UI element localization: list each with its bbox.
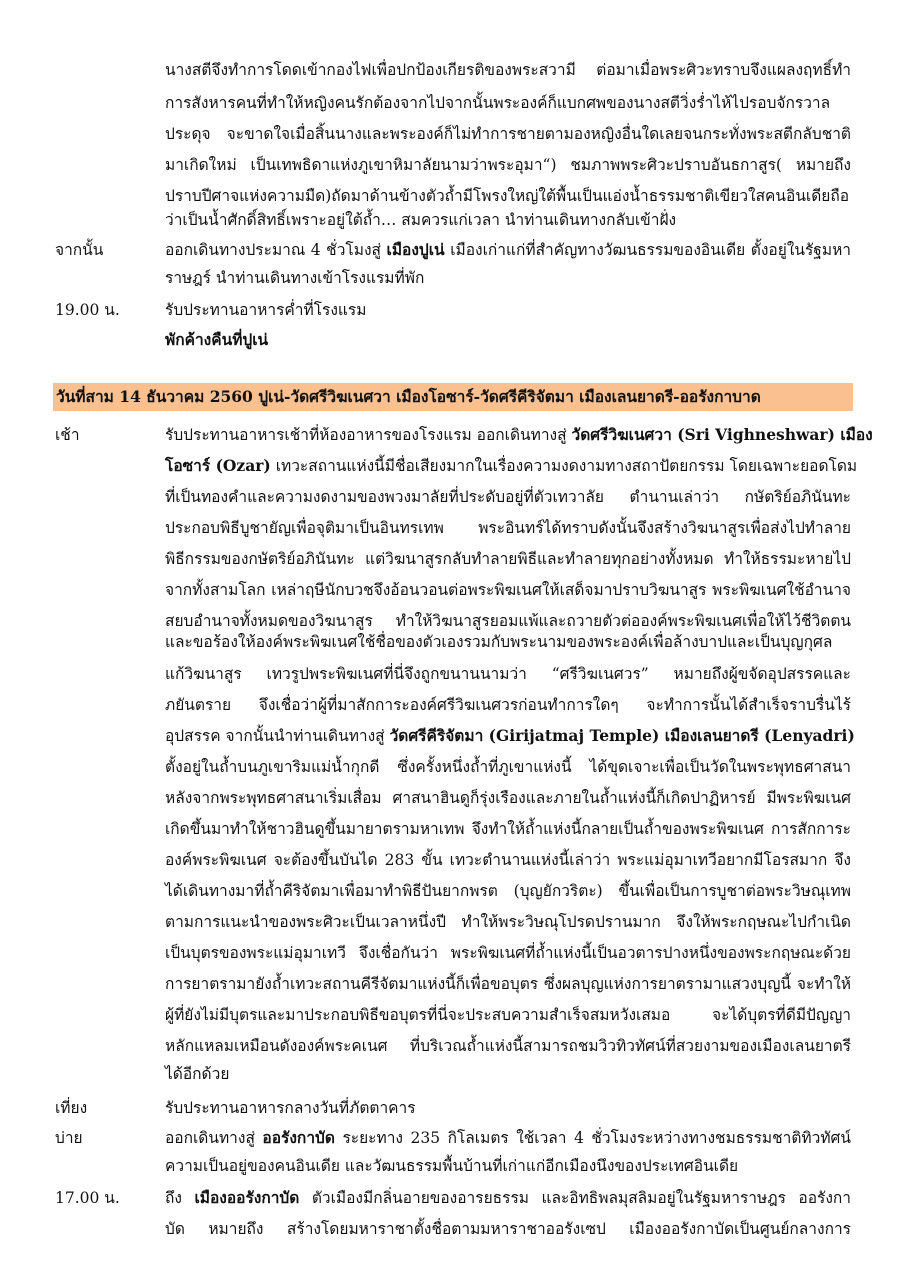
body-text-line: จากทั้งสามโลก เหล่าฤษีนักบวชจึงอ้อนวอนต่อพระพิฆเนศให้เสด็จมาปราบวิฆนาสูร พระพิฆเนศใช้อำนาจ (165, 581, 851, 599)
body-text-line: ประกอบพิธีบูชายัญเพื่อจุติมาเป็นอินทรเทพ พระอินทร์ได้ทราบดังนั้นจึงสร้างวิฆนาสูรเพื่อส่งไปทำลาย (165, 519, 851, 537)
body-text-line: ภยันตราย จึงเชื่อว่าผู้ที่มาสักการะองค์ศรีวิฆเนศวรก่อนทำการใดๆ จะทำการนั้นได้สำเร็จราบรื่นไร้ (165, 696, 851, 714)
day-heading-banner (53, 383, 853, 411)
body-text-line: บัด หมายถึง สร้างโดยมหาราชาตั้งชื่อตามมหาราชาออรังเซป เมืองออรังกาบัดเป็นศูนย์กลางการ (165, 1220, 851, 1238)
body-text-line: เป็นบุตรของพระแม่อุมาเทวี จึงเชื่อกันว่า พระพิฆเนศที่ถ้ำแห่งนี้เป็นอวตารปางหนึ่งของพระกฤษณะด้วย (165, 944, 851, 962)
body-text-line: ได้เดินทางมาที่ถ้ำคีริจัตมาเพื่อมาทำพิธีปันยากพรต (บุญยักวริตะ) ขึ้นเพื่อเป็นการบูชาต่อพระวิษณุเทพ (165, 882, 851, 900)
schedule-time-label: 17.00 น. (55, 1189, 120, 1207)
body-text-line: เกิดขึ้นมาทำให้ชาวฮินดูขึ้นมายาตรามหาเทพ จึงทำให้ถ้ำแห่งนี้กลายเป็นถ้ำของพระพิฆเนศ การสักการะ (165, 820, 851, 838)
place-name: ออรังกาบัด (262, 1128, 335, 1147)
body-text-line: และขอร้องให้องค์พระพิฆเนศใช้ชื่อของตัวเองรวมกับพระนามของพระองค์เพื่อล้างบาปและเป็นบุญกุศล (165, 633, 833, 651)
place-name: วัดศรีวิฆเนศวา (Sri Vighneshwar) เมือง (571, 425, 873, 444)
body-text-line: ออกเดินทางประมาณ 4 ชั่วโมงสู่ เมืองปูเน่ เมืองเก่าแก่ที่สำคัญทางวัฒนธรรมของอินเดีย ตั้งอยู่ในรัฐมหา (165, 240, 851, 259)
body-text-line: ความเป็นอยู่ของคนอินเดีย และวัฒนธรรมพื้นบ้านที่เก่าแก่อีกเมืองนึงของประเทศอินเดีย (165, 1157, 739, 1175)
place-name: โอซาร์ (Ozar) (165, 456, 271, 475)
schedule-time-label: เที่ยง (55, 1099, 88, 1117)
body-text-line: ผู้ที่ยังไม่มีบุตรและมาประกอบพิธีขอบุตรที่นี่จะประสบความสำเร็จสมหวังเสมอ จะได้บุตรที่ดีมีปัญญา (165, 1006, 851, 1024)
body-text-line: การยาตรามายังถ้ำเทวะสถานคีรีจัตมาแห่งนี้ก็เพื่อขอบุตร ซึ่งผลบุญแห่งการยาตรามาแสวงบุญนี้ จะทำให้ (165, 975, 851, 993)
body-text-line: รับประทานอาหารค่ำที่โรงแรม (165, 301, 367, 319)
body-text-line: แก้วิฆนาสูร เทวรูปพระพิฆเนศที่นี่จึงถูกขนานนามว่า “ศรีวิฆเนศวร” หมายถึงผู้ขจัดอุปสรรคและ (165, 665, 851, 683)
place-name: เมืองออรังกาบัด (194, 1188, 300, 1207)
body-text-line: โอซาร์ (Ozar) เทวะสถานแห่งนี้มีชื่อเสียงมากในเรื่องความงดงามทางสถาปัตยกรรม โดยเฉพาะยอดโดม (165, 456, 858, 475)
body-text-line: องค์พระพิฆเนศ จะต้องขึ้นบันได 283 ขั้น เทวะตำนานแห่งนี้เล่าว่า พระแม่อุมาเทวีอยากมีโอรสมาก จึง (165, 851, 851, 869)
place-name: เมืองปูเน่ (386, 240, 445, 259)
body-text-line: ราษฎร์ นำท่านเดินทางเข้าโรงแรมที่พัก (165, 269, 425, 287)
body-text-line: หลักแหลมเหมือนดังองค์พระคเนศ ที่บริเวณถ้ำแห่งนี้สามารถชมวิวทิวทัศน์ที่สวยงามของเมืองเลนยาตรี (165, 1037, 851, 1055)
body-text-line: ปราบปีศาจแห่งความมืด)ถัดมาด้านข้างตัวถ้ำมีโพรงใหญ่ใต้พื้นเป็นแอ่งน้ำธรรมชาติเขียวใสคนอินเดียถือ (165, 187, 850, 205)
body-text-line: ออกเดินทางสู่ ออรังกาบัด ระยะทาง 235 กิโลเมตร ใช้เวลา 4 ชั่วโมงระหว่างทางชมธรรมชาติทิวทัศน์ (165, 1128, 851, 1147)
schedule-time-label: 19.00 น. (55, 301, 120, 319)
body-text-line: ตามการแนะนำของพระศิวะเป็นเวลาหนึ่งปี ทำให้พระวิษณุโปรดปรานมาก จึงให้พระกฤษณะไปกำเนิด (165, 913, 851, 931)
day-heading-text: วันที่สาม 14 ธันวาคม 2560 ปูเน่-วัดศรีวิฆเนศวา เมืองโอซาร์-วัดศรีคีริจัตมา เมืองเลนยาดรี-ออรังกาบาด (56, 387, 761, 406)
body-text-line: พิธีกรรมของกษัตริย์อภินันทะ แต่วิฆนาสูรกลับทำลายพิธีและทำลายทุกอย่างทั้งหมด ทำให้ธรรมะหายไป (165, 550, 851, 568)
schedule-time-label: เช้า (55, 426, 80, 444)
body-text-line: มาเกิดใหม่ เป็นเทพธิดาแห่งภูเขาหิมาลัยนามว่าพระอุมา“) ชมภาพพระศิวะปราบอันธกาสูร( หมายถึง (165, 156, 851, 174)
body-text-line: ที่เป็นทองคำและความงดงามของพวงมาลัยที่ประดับอยู่ที่ตัวเทวาลัย ตำนานเล่าว่า กษัตริย์อภินันทะ (165, 488, 851, 506)
body-text-line: ว่าเป็นน้ำศักดิ์สิทธิ์เพราะอยู่ใต้ถ้ำ… สมควรแก่เวลา นำท่านเดินทางกลับเข้าฝั่ง (165, 211, 677, 229)
schedule-time-label: บ่าย (55, 1129, 83, 1147)
body-text-line: รับประทานอาหารเช้าที่ห้องอาหารของโรงแรม ออกเดินทางสู่ วัดศรีวิฆเนศวา (Sri Vighneshwar) เมือง (165, 425, 873, 444)
body-text-line: ตั้งอยู่ในถ้ำบนภูเขาริมแม่น้ำกุกดี ซึ่งครั้งหนึ่งถ้ำที่ภูเขาแห่งนี้ ได้ขุดเจาะเพื่อเป็นวัดในพระพุทธศาสนา (165, 758, 851, 776)
body-text-line: หลังจากพระพุทธศาสนาเริ่มเสื่อม ศาสนาฮินดูก็รุ่งเรืองและภายในถ้ำแห่งนี้ก็เกิดปาฏิหารย์ มีพระพิฆเนศ (165, 789, 851, 807)
schedule-time-label: จากนั้น (55, 241, 104, 259)
body-text-line: อุปสรรค จากนั้นนำท่านเดินทางสู่ วัดศรีคีริจัตมา (Girijatmaj Temple) เมืองเลนยาดรี (Lenyadri) (165, 726, 855, 745)
body-text-line: ประดุจ จะขาดใจเมื่อสิ้นนางและพระองค์ก็ไม่ทำการชายตามองหญิงอื่นใดเลยจนกระทั่งพระสตีกลับชาติ (165, 125, 851, 143)
overnight-note: พักค้างคืนที่ปูเน่ (165, 330, 269, 349)
place-name: วัดศรีคีริจัตมา (Girijatmaj Temple) เมืองเลนยาดรี (Lenyadri) (389, 726, 855, 745)
body-text-line: สยบอำนาจทั้งหมดของวิฆนาสูร ทำให้วิฆนาสูรยอมแพ้และถวายตัวต่อองค์พระพิฆเนศเพื่อให้ไว้ชีวิตตน (165, 612, 851, 630)
body-text-line: การสังหารคนที่ทำให้หญิงคนรักต้องจากไปจากนั้นพระองค์ก็แบกศพของนางสตีวิ่งร่ำไห้ไปรอบจักรวาล (165, 94, 831, 112)
body-text-line: ได้อีกด้วย (165, 1065, 230, 1083)
body-text-line: นางสตีจึงทำการโดดเข้ากองไฟเพื่อปกป้องเกียรติของพระสวามี ต่อมาเมื่อพระศิวะทราบจึงแผลงฤทธิ์ทำ (165, 61, 851, 79)
body-text-line: รับประทานอาหารกลางวันที่ภัตตาคาร (165, 1099, 416, 1117)
body-text-line: ถึง เมืองออรังกาบัด ตัวเมืองมีกลิ่นอายของอารยธรรม และอิทธิพลมุสลิมอยู่ในรัฐมหาราษฎร ออรังกา (165, 1188, 851, 1207)
